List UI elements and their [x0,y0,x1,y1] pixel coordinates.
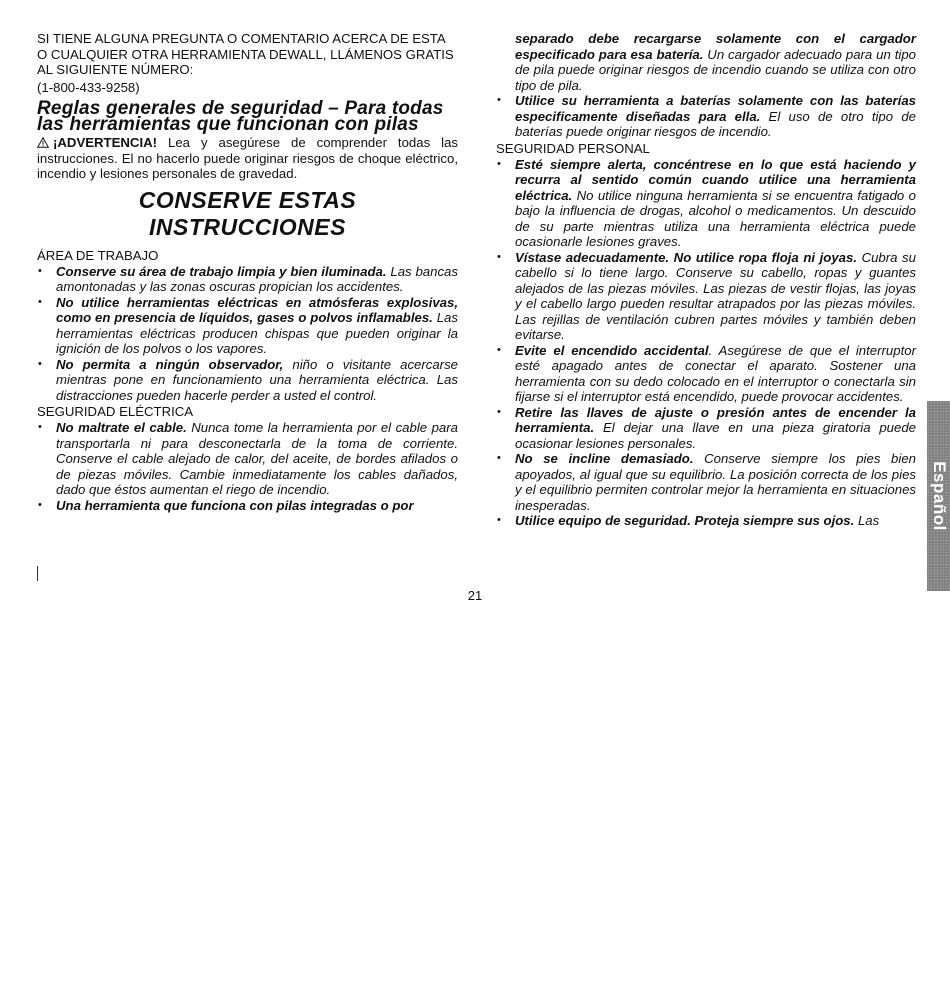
item-text: Cubra su cabello si lo tiene largo. Conserve su cabello, ropas y guantes alejados de las piezas móviles. Las piezas de vestir flojas, las joyas y el cabello largo pueden resultar atrapados por las piezas móviles. Las rejillas de ventilación cubren partes móviles y también deben evitarse. [515,249,916,342]
item-text: . Asegúrese de que el interruptor esté apagado antes de conectar el aparato. Sostener una herramienta con su dedo colocado en el interruptor o conectarla sin fijarse si el interruptor está encendido, puede provocar accidentes. [515,342,916,404]
item-bold: No permita a ningún observador, [56,356,284,372]
item-bold: Utilice equipo de seguridad. Proteja siempre sus ojos. [515,513,855,528]
list-item [496,451,916,513]
item-text: Un cargador adecuado para un tipo de pila puede originar riesgos de incendio cuando se utiliza con otro tipo de pila. [515,46,916,93]
item-text: El uso de otro tipo de baterías puede originar riesgos de incendio. [515,108,916,139]
list-item [37,264,458,295]
list-item [496,93,916,140]
item-bold: Esté siempre alerta, concéntrese en lo que está haciendo y recurra al sentido común cuando utilice una herramienta eléctrica. [515,156,916,203]
item-text: El dejar una llave en una pieza giratoria puede ocasionar lesiones personales. [515,420,916,451]
electrical-list [37,420,458,513]
list-item [37,357,458,404]
language-tab [927,401,950,591]
warning-label: ¡ADVERTENCIA! [53,135,158,150]
item-bold: separado debe recargarse solamente con el cargador especificado para esa batería. [515,31,916,62]
item-bold: No utilice herramientas eléctricas en atmósferas explosivas, como en presencia de líquidos, gases o polvos inflamables. [56,294,458,325]
item-bold: No maltrate el cable. [56,420,187,435]
list-item [496,250,916,343]
item-text: No utilice ninguna herramienta si se encuentra fatigado o bajo la influencia de drogas, alcohol o medicamentos. Un descuido de su parte mientras utiliza una herramienta eléctrica puede ocasionarle lesiones graves. [515,187,916,249]
left-column [37,31,458,513]
language-tab-label: Español [929,461,949,531]
section-heading-electrical: SEGURIDAD ELÉCTRICA [37,404,194,419]
item-text: Las herramientas eléctricas producen chispas que pueden originar la ignición de los polvos o los vapores. [56,310,458,356]
warning-text: Lea y asegúrese de comprender todas las instrucciones. El no hacerlo puede originar riesgos de choque eléctrico, incendio y lesiones personales de gravedad. [37,135,458,181]
conserve-title [37,187,458,241]
warning-triangle-icon [37,137,49,148]
item-bold: Una herramienta que funciona con pilas integradas o por [56,497,414,513]
right-column [496,31,916,529]
page-number: 21 [467,588,483,603]
list-item [37,295,458,357]
phone-number: (1-800-433-9258) [37,79,140,95]
item-bold: Conserve su área de trabajo limpia y bien iluminada. [56,263,387,279]
work-area-list [37,264,458,404]
item-text: niño o visitante acercarse mientras pone en funcionamiento una herramienta eléctrica. Las distracciones pueden hacerle perder a usted el control. [56,356,459,403]
list-item [496,405,916,452]
item-bold: No se incline demasiado. [515,451,694,466]
list-item-continuation [496,31,916,93]
list-item [496,513,916,529]
warning-paragraph [37,135,458,182]
text-cursor [37,566,38,581]
personal-list [496,157,916,529]
main-title: Reglas generales de seguridad – Para todas las herramientas que funcionan con pilas [37,98,444,135]
item-bold: Evite el encendido accidental [515,342,709,358]
item-text: Conserve siempre los pies bien apoyados, al igual que su equilibrio. La posición correcta de los pies y el equilibrio permiten controlar mejor la herramienta en situaciones inesperadas. [515,451,916,513]
battery-list [496,31,916,140]
conserve-title-line2: INSTRUCCIONES [149,213,346,240]
item-bold: Utilice su herramienta a baterías solamente con las baterías especificamente diseñadas para ella. [515,93,916,124]
list-item [496,157,916,250]
contact-intro: SI TIENE ALGUNA PREGUNTA O COMENTARIO ACERCA DE ESTA O CUALQUIER OTRA HERRAMIENTA DEWALL, LLÁMENOS GRATIS AL SIGUIENTE NÚMERO: [37,31,454,77]
section-heading-work-area: ÁREA DE TRABAJO [37,247,159,263]
item-text: Nunca tome la herramienta por el cable para transportarla ni para desconectarla de la toma de corriente. Conserve el cable alejado de calor, del aceite, de bordes afilados o de piezas móviles. Cambie inmediatamente los cables dañados, dado que éstos aumentan el riego de incendio. [56,420,458,497]
list-item [37,498,458,514]
list-item [37,420,458,498]
item-text: Las bancas amontonadas y las zonas oscuras propician los accidentes. [56,263,458,294]
conserve-title-line1: CONSERVE ESTAS [138,186,357,213]
list-item [496,343,916,405]
item-text: Las [854,513,880,528]
section-heading-personal: SEGURIDAD PERSONAL [496,140,650,156]
item-bold: Retire las llaves de ajuste o presión antes de encender la herramienta. [515,404,916,435]
item-bold: Vístase adecuadamente. No utilice ropa floja ni joyas. [515,249,857,265]
